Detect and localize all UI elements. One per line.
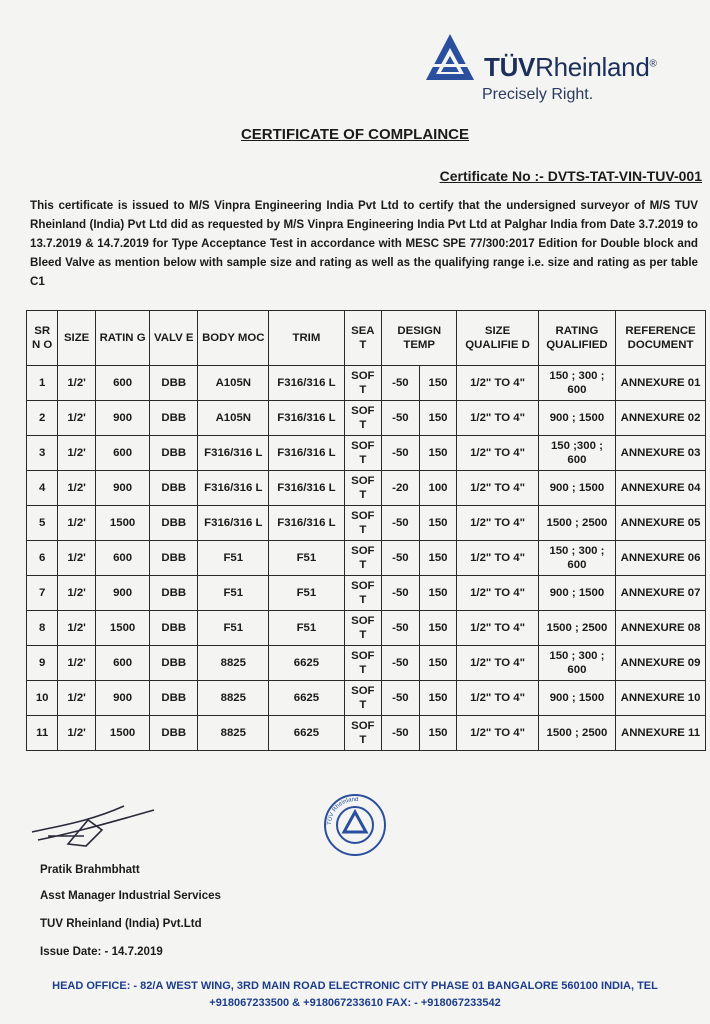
header-cell: SEA T (344, 311, 382, 366)
compliance-table (26, 310, 706, 751)
table-cell: 1/2' (58, 541, 96, 576)
table-cell: 900 ; 1500 (538, 576, 615, 611)
table-cell: 150 ; 300 ; 600 (538, 541, 615, 576)
table-cell: -50 (382, 646, 420, 681)
table-cell: -50 (382, 541, 420, 576)
table-cell: 1/2" TO 4" (457, 401, 538, 436)
table-cell: SOF T (344, 716, 382, 751)
intro-paragraph: This certificate is issued to M/S Vinpra Engineering India Pvt Ltd to certify that the undersigned surveyor of M/S TUV Rheinland (India) Pvt Ltd did as requested by M/S Vinpra Engineering India Pvt Ltd at Palghar India from Date 3.7.2019 to 13.7.2019 & 14.7.2019 for Type Acceptance Test in accordance with MESC SPE 77/300:2017 Edition for Double block and Bleed Valve as mention below with sample size and rating as well as the qualifying range i.e. size and rating as per table C1 (30, 199, 698, 288)
table-cell: -50 (382, 401, 420, 436)
table-cell: 600 (95, 541, 149, 576)
table-cell: SOF T (344, 541, 382, 576)
table-cell: 1/2' (58, 506, 96, 541)
table-cell: 1/2" TO 4" (457, 366, 538, 401)
table-cell: 1/2" TO 4" (457, 681, 538, 716)
table-cell: F51 (198, 576, 269, 611)
table-cell: 150 (419, 611, 457, 646)
table-cell: ANNEXURE 09 (616, 646, 706, 681)
table-cell: 1/2' (58, 716, 96, 751)
table-cell: 150 (419, 401, 457, 436)
table-cell: 1/2' (58, 471, 96, 506)
table-cell: 150 (419, 716, 457, 751)
company-stamp (322, 792, 388, 863)
table-cell: SOF T (344, 576, 382, 611)
table-cell: ANNEXURE 05 (616, 506, 706, 541)
header-cell: RATING QUALIFIED (538, 311, 615, 366)
table-cell: ANNEXURE 06 (616, 541, 706, 576)
footer-line-2: +918067233500 & +918067233610 FAX: - +918067233542 (209, 997, 501, 1009)
table-cell: F51 (198, 611, 269, 646)
table-row (27, 471, 706, 506)
table-cell: SOF T (344, 681, 382, 716)
table-cell: 900 (95, 681, 149, 716)
signatory-name: Pratik Brahmbhatt (40, 864, 140, 876)
table-cell: SOF T (344, 401, 382, 436)
table-cell: 10 (27, 681, 58, 716)
table-cell: 1/2" TO 4" (457, 506, 538, 541)
table-cell: 1/2" TO 4" (457, 646, 538, 681)
table-cell: 1 (27, 366, 58, 401)
table-cell: ANNEXURE 01 (616, 366, 706, 401)
table-cell: 900 ; 1500 (538, 471, 615, 506)
table-cell: SOF T (344, 506, 382, 541)
table-cell: SOF T (344, 436, 382, 471)
header-cell: SIZE QUALIFIE D (457, 311, 538, 366)
table-cell: F51 (269, 541, 344, 576)
table-cell: 150 ; 300 ; 600 (538, 366, 615, 401)
table-cell: 150 (419, 576, 457, 611)
footer-line-1: HEAD OFFICE: - 82/A WEST WING, 3RD MAIN ROAD ELECTRONIC CITY PHASE 01 BANGALORE 560100 INDIA, TEL (52, 980, 658, 992)
table-row (27, 646, 706, 681)
table-cell: F316/316 L (198, 506, 269, 541)
table-cell: 1/2' (58, 366, 96, 401)
table-cell: 11 (27, 716, 58, 751)
header-cell: RATIN G (95, 311, 149, 366)
page-title: CERTIFICATE OF COMPLAINCE (240, 126, 470, 143)
table-cell: 150 ; 300 ; 600 (538, 646, 615, 681)
table-cell: 2 (27, 401, 58, 436)
brand-tagline: Precisely Right. (482, 86, 594, 103)
table-cell: 1/2" TO 4" (457, 541, 538, 576)
table-cell: 3 (27, 436, 58, 471)
table-row (27, 576, 706, 611)
table-cell: SOF T (344, 471, 382, 506)
table-cell: 1500 (95, 716, 149, 751)
table-header-row (27, 311, 706, 366)
table-cell: ANNEXURE 02 (616, 401, 706, 436)
table-cell: 150 ;300 ; 600 (538, 436, 615, 471)
table-cell: -50 (382, 716, 420, 751)
table-cell: F316/316 L (269, 436, 344, 471)
table-cell: ANNEXURE 03 (616, 436, 706, 471)
table-cell: 6625 (269, 646, 344, 681)
footer-address (0, 978, 710, 1012)
table-cell: -50 (382, 576, 420, 611)
table-cell: 900 (95, 471, 149, 506)
header-cell: DESIGN TEMP (382, 311, 457, 366)
signatory-designation: Asst Manager Industrial Services (40, 890, 221, 902)
table-cell: 1/2' (58, 646, 96, 681)
table-cell: F51 (198, 541, 269, 576)
table-cell: DBB (150, 366, 198, 401)
table-cell: F51 (269, 576, 344, 611)
brand-name (484, 52, 657, 83)
table-cell: SOF T (344, 611, 382, 646)
table-cell: 1/2' (58, 401, 96, 436)
tuv-logo (422, 30, 692, 110)
table-row (27, 436, 706, 471)
table-cell: 6 (27, 541, 58, 576)
table-cell: 7 (27, 576, 58, 611)
table-cell: ANNEXURE 04 (616, 471, 706, 506)
table-row (27, 681, 706, 716)
table-cell: 1/2" TO 4" (457, 436, 538, 471)
table-cell: 1/2" TO 4" (457, 576, 538, 611)
table-cell: 600 (95, 646, 149, 681)
table-cell: F51 (269, 611, 344, 646)
table-cell: 1/2' (58, 576, 96, 611)
table-cell: ANNEXURE 11 (616, 716, 706, 751)
table-cell: F316/316 L (198, 436, 269, 471)
table-row (27, 541, 706, 576)
table-cell: F316/316 L (269, 366, 344, 401)
table-cell: 9 (27, 646, 58, 681)
table-cell: DBB (150, 506, 198, 541)
table-cell: 150 (419, 646, 457, 681)
table-cell: 1500 (95, 506, 149, 541)
brand-name-rest: Rheinland (535, 52, 650, 82)
table-cell: DBB (150, 471, 198, 506)
table-cell: ANNEXURE 07 (616, 576, 706, 611)
table-cell: A105N (198, 401, 269, 436)
table-cell: ANNEXURE 08 (616, 611, 706, 646)
table-cell: 900 (95, 401, 149, 436)
table-cell: 1/2' (58, 436, 96, 471)
table-cell: 1500 ; 2500 (538, 611, 615, 646)
table-cell: 1500 ; 2500 (538, 716, 615, 751)
table-cell: 4 (27, 471, 58, 506)
table-cell: DBB (150, 646, 198, 681)
table-cell: -50 (382, 506, 420, 541)
table-cell: 150 (419, 541, 457, 576)
tuv-triangle-icon (422, 30, 478, 86)
header-cell: SIZE (58, 311, 96, 366)
svg-text:TÜV Rheinland: TÜV Rheinland (326, 796, 359, 826)
signature (28, 796, 168, 861)
table-cell: SOF T (344, 646, 382, 681)
header-cell: TRIM (269, 311, 344, 366)
table-cell: 8825 (198, 681, 269, 716)
table-row (27, 401, 706, 436)
table-cell: F316/316 L (269, 401, 344, 436)
table-cell: 1/2" TO 4" (457, 471, 538, 506)
table-cell: 1/2" TO 4" (457, 716, 538, 751)
table-cell: 1/2' (58, 611, 96, 646)
table-cell: DBB (150, 541, 198, 576)
table-cell: DBB (150, 576, 198, 611)
header-cell: SR N O (27, 311, 58, 366)
table-cell: DBB (150, 401, 198, 436)
table-cell: F316/316 L (269, 506, 344, 541)
brand-name-bold: TÜV (484, 52, 536, 82)
table-cell: 1500 ; 2500 (538, 506, 615, 541)
table-body (27, 366, 706, 751)
tuv-stamp-icon (322, 792, 388, 858)
table-cell: 600 (95, 366, 149, 401)
table-cell: 8825 (198, 646, 269, 681)
table-cell: 150 (419, 366, 457, 401)
signature-icon (28, 796, 168, 856)
table-cell: F316/316 L (198, 471, 269, 506)
table-cell: F316/316 L (269, 471, 344, 506)
table-cell: 1/2" TO 4" (457, 611, 538, 646)
table-row (27, 506, 706, 541)
table-cell: 8 (27, 611, 58, 646)
table-row (27, 366, 706, 401)
table-cell: 600 (95, 436, 149, 471)
table-cell: 100 (419, 471, 457, 506)
table-cell: 5 (27, 506, 58, 541)
table-cell: 1/2' (58, 681, 96, 716)
table-cell: 8825 (198, 716, 269, 751)
header-cell: VALV E (150, 311, 198, 366)
table-row (27, 611, 706, 646)
table-cell: -50 (382, 611, 420, 646)
header-cell: BODY MOC (198, 311, 269, 366)
certificate-number: Certificate No :- DVTS-TAT-VIN-TUV-001 (439, 168, 702, 184)
header-cell: REFERENCE DOCUMENT (616, 311, 706, 366)
table-cell: 6625 (269, 716, 344, 751)
table-cell: DBB (150, 681, 198, 716)
table-cell: -50 (382, 366, 420, 401)
table-cell: 900 ; 1500 (538, 401, 615, 436)
table-cell: 1500 (95, 611, 149, 646)
issue-date: Issue Date: - 14.7.2019 (40, 946, 163, 958)
table-cell: -50 (382, 681, 420, 716)
reg-mark: ® (649, 58, 657, 70)
table-cell: DBB (150, 611, 198, 646)
table-cell: -50 (382, 436, 420, 471)
table-cell: DBB (150, 716, 198, 751)
table-cell: ANNEXURE 10 (616, 681, 706, 716)
table-cell: 900 ; 1500 (538, 681, 615, 716)
signatory-company: TUV Rheinland (India) Pvt.Ltd (40, 918, 202, 930)
table-cell: 150 (419, 681, 457, 716)
table-cell: A105N (198, 366, 269, 401)
table-cell: -20 (382, 471, 420, 506)
table-cell: 150 (419, 506, 457, 541)
table-cell: 150 (419, 436, 457, 471)
table-cell: SOF T (344, 366, 382, 401)
table-row (27, 716, 706, 751)
table-cell: 900 (95, 576, 149, 611)
table-cell: DBB (150, 436, 198, 471)
table-cell: 6625 (269, 681, 344, 716)
